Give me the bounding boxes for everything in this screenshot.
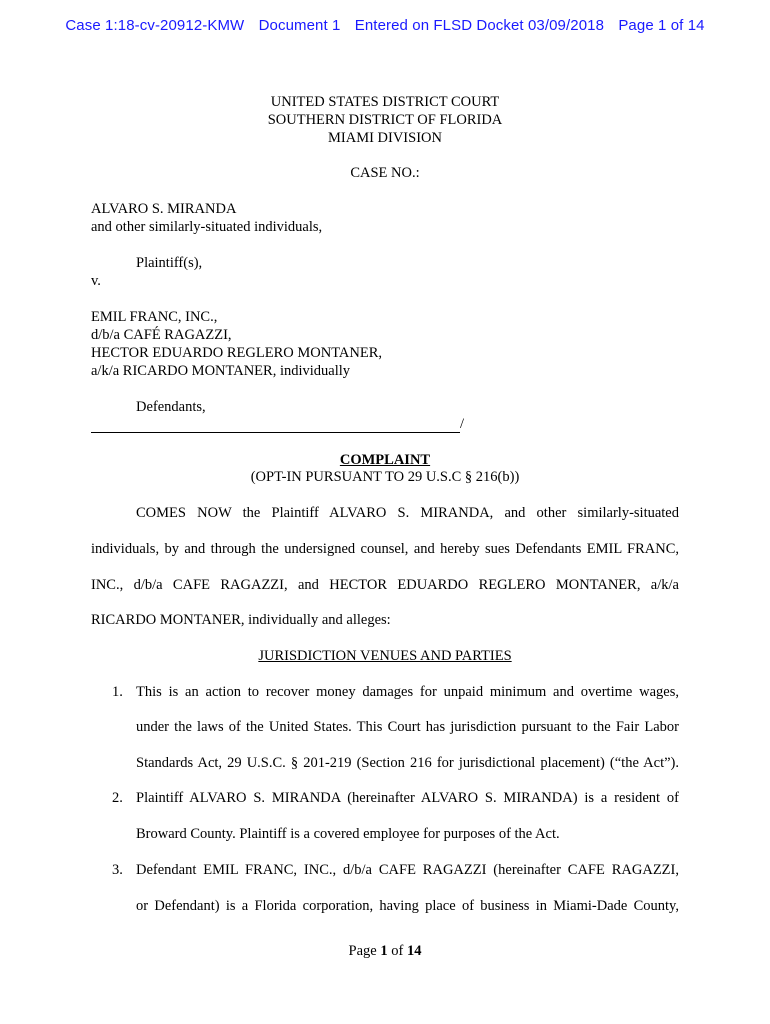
intro-line-3: INC., d/b/a CAFE RAGAZZI, and HECTOR EDUARDO REGLERO MONTANER, a/k/a bbox=[91, 577, 679, 593]
stamp-case-number: Case 1:18-cv-20912-KMW bbox=[65, 17, 245, 34]
court-division: MIAMI DIVISION bbox=[328, 130, 442, 146]
defendant-line-4: a/k/a RICARDO MONTANER, individually bbox=[91, 363, 351, 379]
paragraph-line: This is an action to recover money damages for unpaid minimum and overtime wages, bbox=[136, 684, 679, 700]
paragraph-number: 3. bbox=[112, 862, 123, 878]
docket-stamp bbox=[0, 17, 770, 34]
complaint-subtitle: (OPT-IN PURSUANT TO 29 U.S.C § 216(b)) bbox=[250, 469, 520, 485]
case-number-label: CASE NO.: bbox=[350, 165, 420, 181]
court-district: SOUTHERN DISTRICT OF FLORIDA bbox=[267, 112, 503, 128]
footer-current-page: 1 bbox=[380, 943, 388, 959]
stamp-document: Document 1 bbox=[258, 17, 341, 34]
defendant-line-2: d/b/a CAFÉ RAGAZZI, bbox=[91, 327, 232, 343]
paragraph-number: 2. bbox=[112, 790, 123, 806]
caption-slash: / bbox=[460, 416, 465, 432]
section-heading: JURISDICTION VENUES AND PARTIES bbox=[258, 648, 512, 664]
paragraph-line: or Defendant) is a Florida corporation, having place of business in Miami-Dade County, bbox=[136, 898, 679, 914]
defendant-line-1: EMIL FRANC, INC., bbox=[91, 309, 218, 325]
intro-line-4: RICARDO MONTANER, individually and alleges: bbox=[91, 612, 391, 628]
paragraph-line: Broward County. Plaintiff is a covered employee for purposes of the Act. bbox=[136, 826, 560, 842]
paragraph-number: 1. bbox=[112, 684, 123, 700]
footer-prefix: Page bbox=[348, 943, 377, 959]
paragraph-line: Defendant EMIL FRANC, INC., d/b/a CAFE RAGAZZI (hereinafter CAFE RAGAZZI, bbox=[136, 862, 679, 878]
intro-line-1: COMES NOW the Plaintiff ALVARO S. MIRANDA, and other similarly-situated bbox=[136, 505, 679, 521]
footer-of: of bbox=[391, 943, 404, 959]
plaintiff-others: and other similarly-situated individuals, bbox=[91, 219, 323, 235]
paragraph-line: under the laws of the United States. This Court has jurisdiction pursuant to the Fair Labor bbox=[136, 719, 679, 735]
intro-line-2: individuals, by and through the undersigned counsel, and hereby sues Defendants EMIL FRANC, bbox=[91, 541, 679, 557]
stamp-entered: Entered on FLSD Docket 03/09/2018 bbox=[354, 17, 605, 34]
court-name: UNITED STATES DISTRICT COURT bbox=[270, 94, 500, 110]
defendant-role: Defendants, bbox=[136, 399, 206, 415]
versus: v. bbox=[91, 273, 101, 289]
complaint-title: COMPLAINT bbox=[339, 452, 431, 468]
caption-divider bbox=[91, 432, 460, 433]
defendant-line-3: HECTOR EDUARDO REGLERO MONTANER, bbox=[91, 345, 382, 361]
plaintiff-role: Plaintiff(s), bbox=[136, 255, 203, 271]
paragraph-line: Standards Act, 29 U.S.C. § 201-219 (Section 216 for jurisdictional placement) (“the Act”). bbox=[136, 755, 679, 771]
plaintiff-name: ALVARO S. MIRANDA bbox=[91, 201, 237, 217]
page-footer bbox=[0, 943, 770, 960]
stamp-page: Page 1 of 14 bbox=[618, 17, 705, 34]
paragraph-line: Plaintiff ALVARO S. MIRANDA (hereinafter ALVARO S. MIRANDA) is a resident of bbox=[136, 790, 679, 806]
footer-total-pages: 14 bbox=[406, 943, 422, 959]
